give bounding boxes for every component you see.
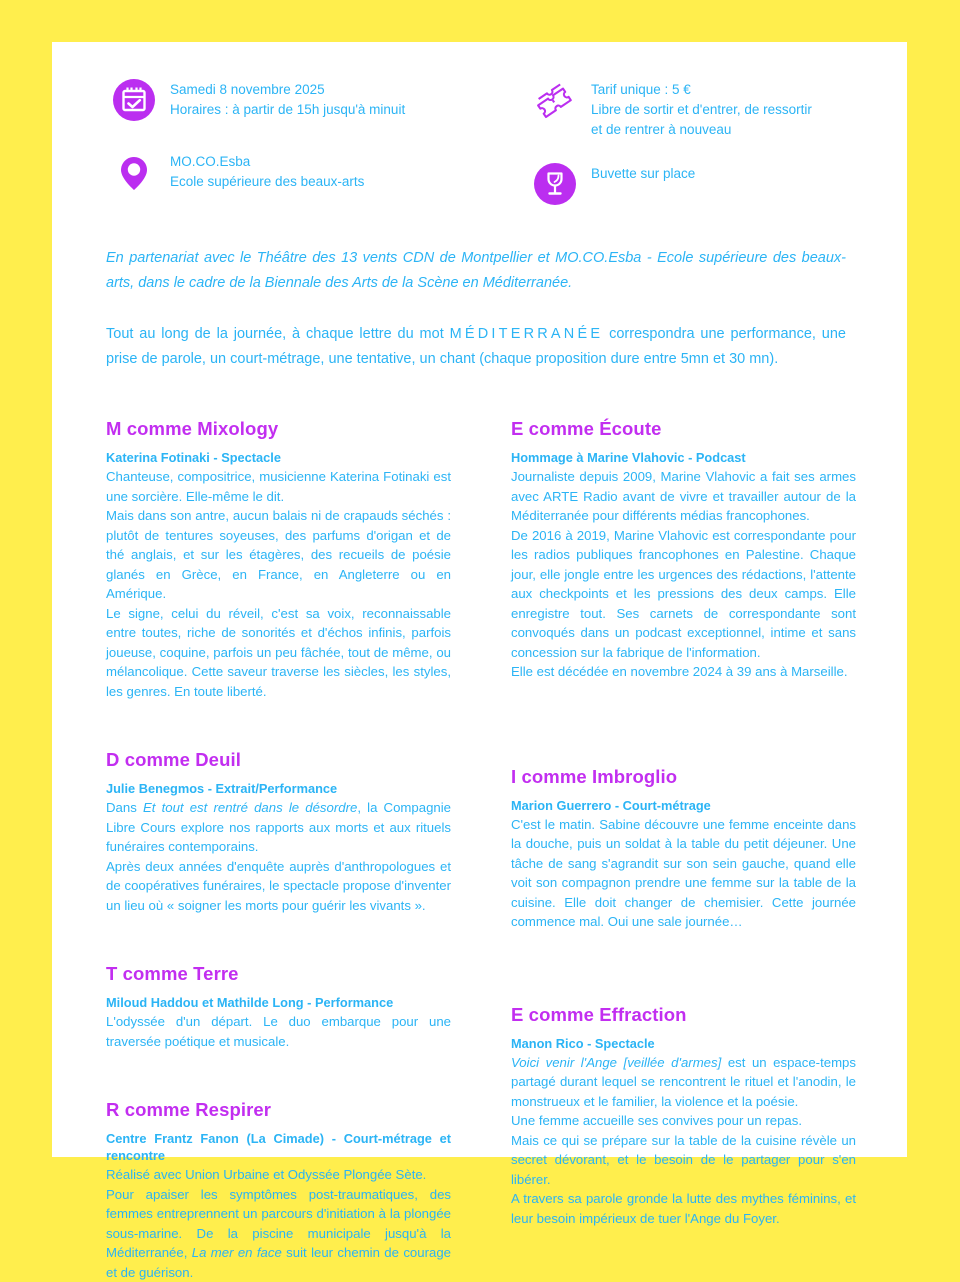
section-body <box>106 798 451 915</box>
intro-block <box>106 246 846 372</box>
section-paragraph: Mais dans son antre, aucun balais ni de crapauds séchés : plutôt de tentures soyeuses, des parfums d'origan et de thé anglais, et sur les étagères, des recueils de poésie glanés en Grèce, en France, en Angleterre ou en Amérique. <box>106 506 451 604</box>
section-body <box>511 815 856 932</box>
section-body <box>106 467 451 701</box>
price-line: Tarif unique : 5 € <box>591 80 812 100</box>
section-paragraph <box>106 1185 451 1282</box>
reentry-line-1: Libre de sortir et d'entrer, de ressortir <box>591 100 812 120</box>
text-run: suit leur chemin de courage et de guérison. <box>106 1245 451 1280</box>
text-run: Pour apaiser les symptômes post-traumatiques, des femmes entreprennent un parcours d'initiation à la plongée sous-marine. De la piscine municipale jusqu'à la Méditerranée, <box>106 1187 451 1261</box>
section-paragraph <box>106 1165 451 1185</box>
info-text-location <box>162 144 364 192</box>
tickets-icon <box>527 72 583 128</box>
info-text-price <box>583 72 812 140</box>
text-run: Dans <box>106 800 143 815</box>
mediterranee-word: MÉDITERRANÉE <box>450 326 604 342</box>
section-ecoute <box>511 418 856 682</box>
section-paragraph <box>511 1111 856 1131</box>
section-subtitle: Julie Benegmos - Extrait/Performance <box>106 780 451 797</box>
section-body <box>511 1053 856 1229</box>
info-text-date <box>162 72 405 120</box>
title-italic: Et tout est rentré dans le désordre <box>143 800 357 815</box>
event-info-grid <box>106 72 856 228</box>
section-paragraph: De 2016 à 2019, Marine Vlahovic est correspondante pour les radios publiques francophones en Palestine. Chaque jour, elle jongle entre les urgences des rédactions, l'attente aux checkpoints et les pressions des deux camps. Elle enregistre tout. Ses carnets de correspondante sont convoqués dans un podcast exceptionnel, intime et sans concession sur la fabrique de l'information. <box>511 526 856 663</box>
section-heading: T comme Terre <box>106 963 451 985</box>
description-after: correspondra une performance, une prise de parole, un court-métrage, une tentative, un chant (chaque proposition dure entre 5mn et 30 mn). <box>106 326 846 367</box>
section-body <box>106 1165 451 1282</box>
title-italic: La mer en face <box>192 1245 282 1260</box>
section-imbroglio <box>511 766 856 932</box>
text-run: est un espace-temps partagé durant lequel se rencontrent le rituel et l'anodin, le monstrueux et le familier, la violence et la poésie. <box>511 1055 856 1109</box>
spacer <box>106 941 451 963</box>
programme-columns <box>106 418 856 1282</box>
section-body <box>511 467 856 682</box>
info-item-date <box>106 72 481 128</box>
section-deuil <box>106 749 451 915</box>
info-item-bar <box>527 156 856 212</box>
title-italic: Voici venir l'Ange [veillée d'armes] <box>511 1055 721 1070</box>
poster-panel <box>52 42 907 1157</box>
section-effraction <box>511 1004 856 1229</box>
partnership-paragraph: En partenariat avec le Théâtre des 13 vents CDN de Montpellier et MO.CO.Esba - Ecole supérieure des beaux-arts, dans le cadre de la Biennale des Arts de la Scène en Méditerranée. <box>106 246 846 296</box>
wine-glass-icon <box>527 156 583 212</box>
poster-content <box>106 72 856 1282</box>
section-subtitle: Marion Guerrero - Court-métrage <box>511 797 856 814</box>
section-paragraph <box>511 1131 856 1190</box>
spacer <box>511 708 856 766</box>
info-text-bar <box>583 156 695 184</box>
bar-line: Buvette sur place <box>591 164 695 184</box>
text-run: , la Compagnie Libre Cours explore nos rapports aux morts et aux rituels funéraires contemporains. <box>106 800 451 854</box>
section-heading: E comme Écoute <box>511 418 856 440</box>
programme-column-right <box>511 418 856 1282</box>
section-paragraph: C'est le matin. Sabine découvre une femme enceinte dans la douche, puis un soldat à la table du petit déjeuner. Une tâche de sang s'agrandit sur son sein gauche, quand elle voit son compagnon prendre une femme sur la table de la cuisine. Elle doit changer de chemisier. Cette journée commence mal. Oui une sale journée… <box>511 815 856 932</box>
hours-line: Horaires : à partir de 15h jusqu'à minuit <box>170 100 405 120</box>
description-before: Tout au long de la journée, à chaque lettre du mot <box>106 326 450 342</box>
section-subtitle: Miloud Haddou et Mathilde Long - Performance <box>106 994 451 1011</box>
calendar-check-icon <box>106 72 162 128</box>
spacer <box>106 727 451 749</box>
reentry-line-2: et de rentrer à nouveau <box>591 120 812 140</box>
text-run: A travers sa parole gronde la lutte des mythes féminins, et leur besoin impérieux de tuer l'Ange du Foyer. <box>511 1191 856 1226</box>
spacer <box>106 1077 451 1099</box>
section-paragraph: Chanteuse, compositrice, musicienne Katerina Fotinaki est une sorcière. Elle-même le dit. <box>106 467 451 506</box>
section-body <box>106 1012 451 1051</box>
section-paragraph: Journaliste depuis 2009, Marine Vlahovic a fait ses armes avec ARTE Radio avant de vivre et travailler autour de la Méditerranée pour différents médias francophones. <box>511 467 856 526</box>
text-run: Mais ce qui se prépare sur la table de la cuisine révèle un secret dévorant, et le besoin de le partager pour s'en libérer. <box>511 1133 856 1187</box>
section-terre <box>106 963 451 1051</box>
section-paragraph: Elle est décédée en novembre 2024 à 39 ans à Marseille. <box>511 662 856 682</box>
section-respirer <box>106 1099 451 1282</box>
section-paragraph <box>511 1053 856 1112</box>
section-heading: M comme Mixology <box>106 418 451 440</box>
section-paragraph <box>511 1189 856 1228</box>
section-paragraph: Le signe, celui du réveil, c'est sa voix, reconnaissable entre toutes, riche de sonorités et d'échos infinis, parfois joueuse, coquine, parfois un peu fâchée, tout de même, ou mélancolique. Cette saveur traverse les siècles, les styles, les genres. En toute liberté. <box>106 604 451 702</box>
event-info-column-right <box>481 72 856 228</box>
event-info-column-left <box>106 72 481 228</box>
venue-subtitle: Ecole supérieure des beaux-arts <box>170 172 364 192</box>
date-line: Samedi 8 novembre 2025 <box>170 80 405 100</box>
info-item-price <box>527 72 856 140</box>
spacer <box>511 958 856 1004</box>
section-paragraph <box>106 798 451 857</box>
text-run: Après deux années d'enquête auprès d'anthropologues et de coopératives funéraires, le spectacle propose d'inventer un lieu où « soigner les morts pour guérir les vivants ». <box>106 859 451 913</box>
section-paragraph <box>106 857 451 916</box>
section-subtitle: Centre Frantz Fanon (La Cimade) - Court-métrage et rencontre <box>106 1130 451 1164</box>
programme-column-left <box>106 418 451 1282</box>
section-subtitle: Katerina Fotinaki - Spectacle <box>106 449 451 466</box>
section-heading: R comme Respirer <box>106 1099 451 1121</box>
text-run: Une femme accueille ses convives pour un repas. <box>511 1113 802 1128</box>
description-paragraph <box>106 322 846 372</box>
text-run: Réalisé avec Union Urbaine et Odyssée Plongée Sète. <box>106 1167 426 1182</box>
info-item-location <box>106 144 481 200</box>
section-paragraph: L'odyssée d'un départ. Le duo embarque pour une traversée poétique et musicale. <box>106 1012 451 1051</box>
section-subtitle: Manon Rico - Spectacle <box>511 1035 856 1052</box>
venue-name: MO.CO.Esba <box>170 152 364 172</box>
section-heading: D comme Deuil <box>106 749 451 771</box>
section-subtitle: Hommage à Marine Vlahovic - Podcast <box>511 449 856 466</box>
section-mixology <box>106 418 451 701</box>
section-heading: I comme Imbroglio <box>511 766 856 788</box>
section-heading: E comme Effraction <box>511 1004 856 1026</box>
location-pin-icon <box>106 144 162 200</box>
